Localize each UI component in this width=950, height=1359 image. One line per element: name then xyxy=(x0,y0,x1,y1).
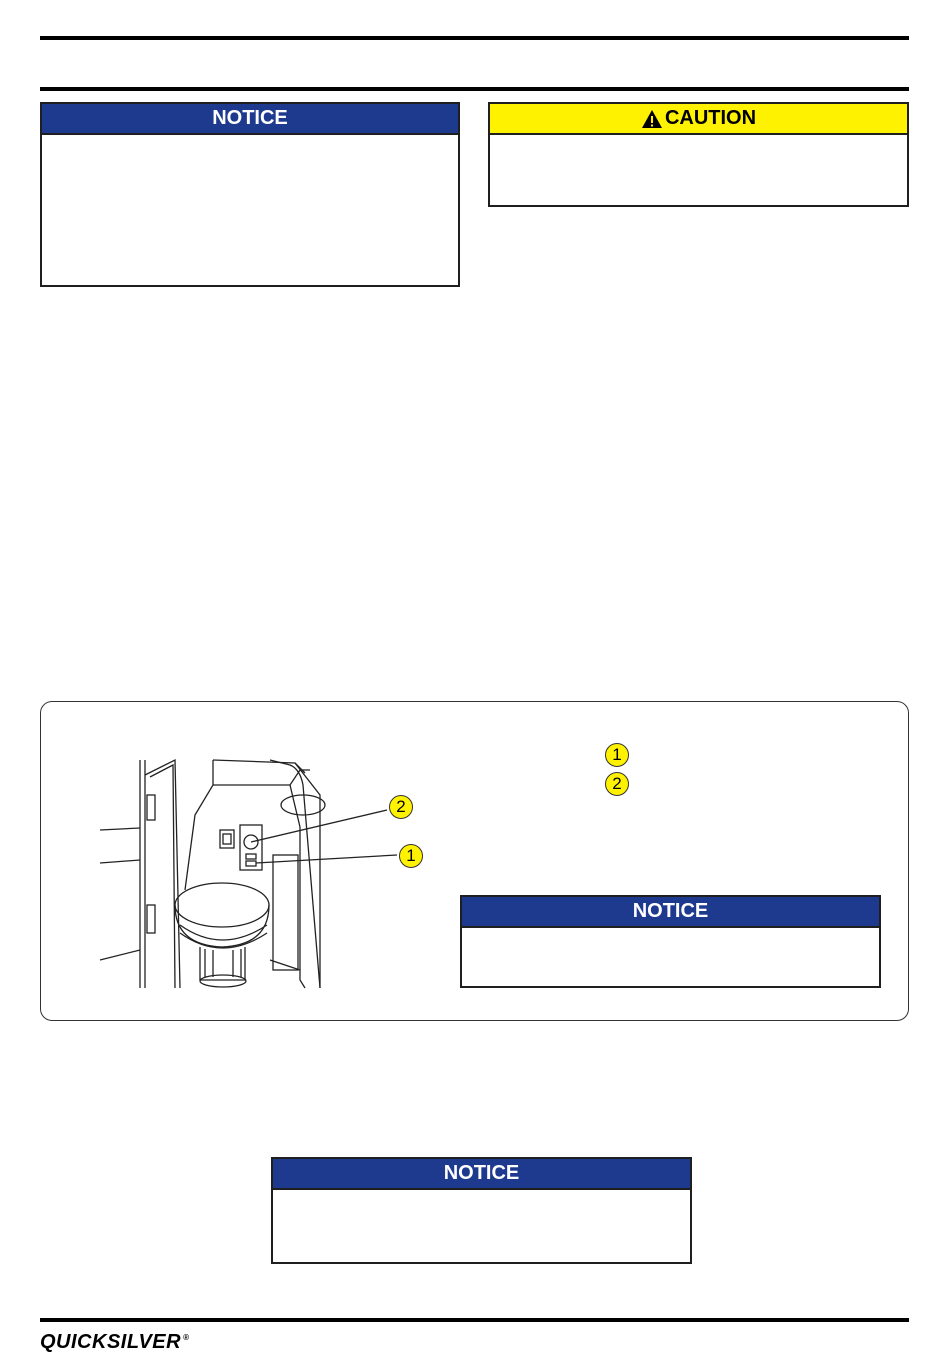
logo-text: QUICKSILVER xyxy=(40,1331,182,1353)
section-rule xyxy=(40,87,909,91)
figure-callout-1: 1 xyxy=(399,844,423,868)
caution-box xyxy=(488,102,909,207)
notice-box-figure xyxy=(460,895,881,988)
caution-label: CAUTION xyxy=(664,107,757,129)
helm-compartment-illustration xyxy=(95,755,430,990)
notice-box-bottom xyxy=(271,1157,692,1264)
legend-callout-2: 2 xyxy=(605,772,629,796)
legend-callout-1: 1 xyxy=(605,743,629,767)
notice-box-top-left xyxy=(40,102,460,287)
footer-rule xyxy=(40,1318,909,1322)
top-rule xyxy=(40,36,909,40)
caution-header xyxy=(490,104,907,135)
warning-triangle-icon xyxy=(641,109,663,129)
notice-header: NOTICE xyxy=(42,104,458,135)
notice-header: NOTICE xyxy=(462,897,879,928)
notice-header: NOTICE xyxy=(273,1159,690,1190)
quicksilver-logo xyxy=(40,1331,189,1354)
figure-callout-2: 2 xyxy=(389,795,413,819)
registered-mark: ® xyxy=(183,1333,190,1343)
